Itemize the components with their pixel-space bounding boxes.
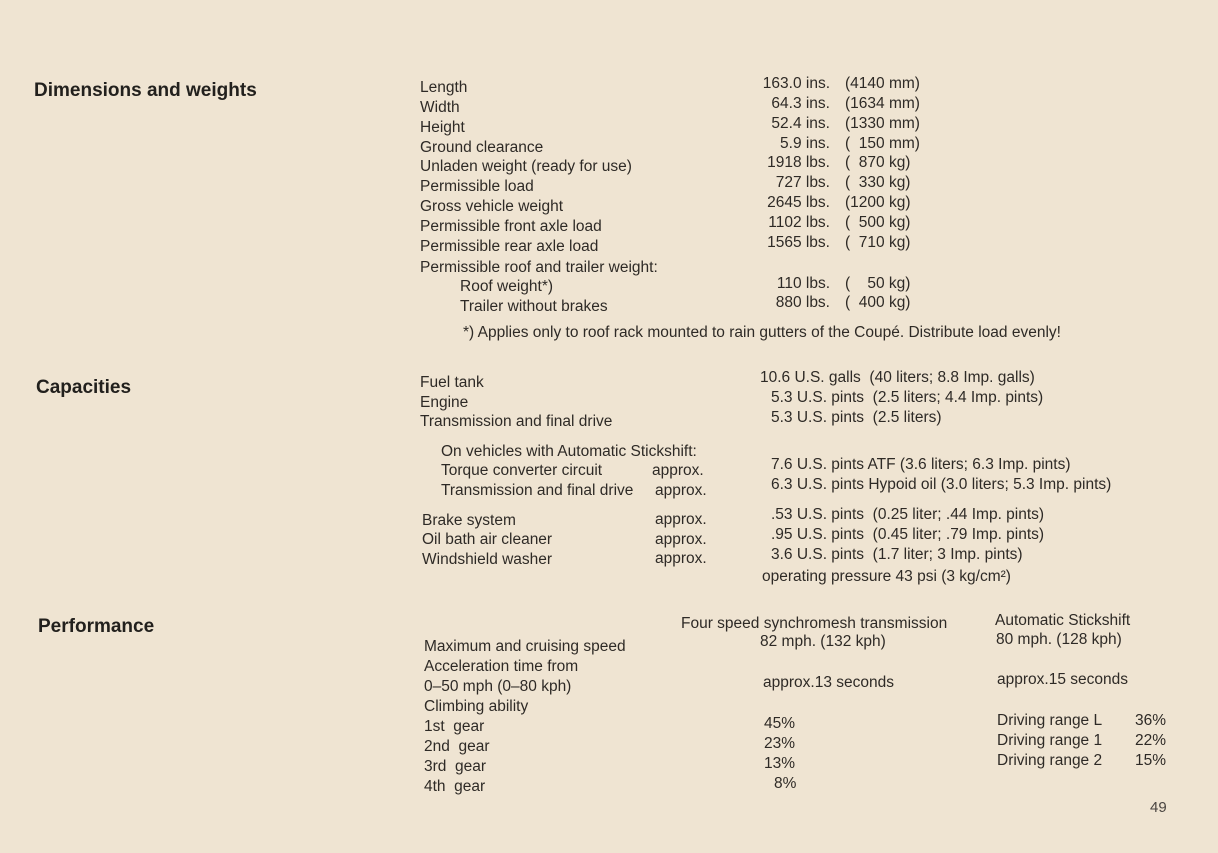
cap-value-brake-system: .53 U.S. pints (0.25 liter; .44 Imp. pints) [771, 506, 1045, 523]
perf-gear-value-1: 45% [764, 715, 796, 732]
dim-label-trailer: Trailer without brakes [460, 298, 608, 315]
cap-value-auto-transmission: 6.3 U.S. pints Hypoid oil (3.0 liters; 5.3 Imp. pints) [771, 476, 1112, 493]
cap-approx-windshield-washer: approx. [655, 550, 707, 567]
cap-value-air-cleaner: .95 U.S. pints (0.45 liter; .79 Imp. pints) [771, 526, 1045, 543]
cap-label-auto-transmission: Transmission and final drive [441, 482, 634, 499]
perf-label-accel-2: 0–50 mph (0–80 kph) [424, 678, 572, 695]
dim-label-width: Width [420, 99, 460, 116]
cap-approx-air-cleaner: approx. [655, 531, 707, 548]
cap-value-transmission: 5.3 U.S. pints (2.5 liters) [771, 409, 942, 426]
dim-metric-gross-weight: (1200 kg) [845, 194, 911, 211]
dim-value-width: 64.3 ins. [771, 95, 830, 112]
cap-label-windshield-washer: Windshield washer [422, 551, 553, 568]
dim-value-rear-axle: 1565 lbs. [767, 234, 830, 251]
perf-col-automatic: Automatic Stickshift [995, 612, 1131, 629]
cap-approx-brake-system: approx. [655, 511, 707, 528]
section-title-dimensions: Dimensions and weights [34, 80, 257, 101]
dim-metric-trailer: ( 400 kg) [845, 294, 911, 311]
cap-value-windshield-washer: 3.6 U.S. pints (1.7 liter; 3 Imp. pints) [771, 546, 1023, 563]
dim-label-ground-clearance: Ground clearance [420, 139, 544, 156]
perf-col-four-speed: Four speed synchromesh transmission [681, 615, 948, 632]
dim-value-gross-weight: 2645 lbs. [767, 194, 830, 211]
dim-value-ground-clearance: 5.9 ins. [780, 135, 830, 152]
perf-gear-label-1: 1st gear [424, 718, 485, 735]
cap-value-torque-converter: 7.6 U.S. pints ATF (3.6 liters; 6.3 Imp. pints) [771, 456, 1071, 473]
dim-value-length: 163.0 ins. [762, 75, 830, 92]
dim-metric-roof-weight: ( 50 kg) [845, 275, 911, 292]
section-title-capacities: Capacities [36, 377, 132, 398]
perf-range-label-l: Driving range L [997, 712, 1103, 729]
perf-label-accel-1: Acceleration time from [424, 658, 579, 675]
dim-metric-length: (4140 mm) [845, 75, 920, 92]
perf-range-label-2: Driving range 2 [997, 752, 1103, 769]
perf-gear-value-2: 23% [764, 735, 796, 752]
dim-metric-height: (1330 mm) [845, 115, 920, 132]
dim-metric-width: (1634 mm) [845, 95, 920, 112]
cap-label-air-cleaner: Oil bath air cleaner [422, 531, 553, 548]
dim-label-length: Length [420, 79, 468, 96]
perf-four-max-speed: 82 mph. (132 kph) [760, 633, 886, 650]
dim-label-front-axle: Permissible front axle load [420, 218, 602, 235]
dim-footnote: *) Applies only to roof rack mounted to rain gutters of the Coupé. Distribute load evenly! [463, 324, 1061, 341]
perf-label-max-speed: Maximum and cruising speed [424, 638, 626, 655]
dim-metric-front-axle: ( 500 kg) [845, 214, 911, 231]
cap-approx-torque-converter: approx. [652, 462, 704, 479]
page-number: 49 [1150, 799, 1167, 816]
cap-label-fuel-tank: Fuel tank [420, 374, 484, 391]
perf-range-value-1: 22% [1135, 732, 1167, 749]
dim-value-unladen-weight: 1918 lbs. [767, 154, 830, 171]
cap-label-brake-system: Brake system [422, 512, 516, 529]
cap-value-fuel-tank: 10.6 U.S. galls (40 liters; 8.8 Imp. galls) [760, 369, 1035, 386]
dim-label-unladen-weight: Unladen weight (ready for use) [420, 158, 632, 175]
dim-label-rear-axle: Permissible rear axle load [420, 238, 599, 255]
dim-value-permissible-load: 727 lbs. [775, 174, 830, 191]
cap-washer-pressure: operating pressure 43 psi (3 kg/cm²) [762, 568, 1011, 585]
dim-value-roof-weight: 110 lbs. [776, 275, 830, 292]
perf-gear-label-3: 3rd gear [424, 758, 487, 775]
perf-gear-value-4: 8% [774, 775, 797, 792]
dim-roof-trailer-heading: Permissible roof and trailer weight: [420, 259, 658, 276]
perf-label-climbing: Climbing ability [424, 698, 529, 715]
cap-label-engine: Engine [420, 394, 469, 411]
perf-gear-label-2: 2nd gear [424, 738, 490, 755]
cap-label-transmission: Transmission and final drive [420, 413, 613, 430]
cap-auto-heading: On vehicles with Automatic Stickshift: [441, 443, 697, 460]
dim-metric-rear-axle: ( 710 kg) [845, 234, 911, 251]
dim-label-gross-weight: Gross vehicle weight [420, 198, 564, 215]
cap-label-torque-converter: Torque converter circuit [441, 462, 603, 479]
perf-auto-max-speed: 80 mph. (128 kph) [996, 631, 1122, 648]
dim-label-permissible-load: Permissible load [420, 178, 534, 195]
perf-range-value-l: 36% [1135, 712, 1167, 729]
cap-value-engine: 5.3 U.S. pints (2.5 liters; 4.4 Imp. pints) [771, 389, 1044, 406]
perf-auto-accel: approx.15 seconds [997, 671, 1128, 688]
dim-value-height: 52.4 ins. [771, 115, 830, 132]
perf-range-value-2: 15% [1135, 752, 1167, 769]
cap-approx-auto-transmission: approx. [655, 482, 707, 499]
perf-gear-value-3: 13% [764, 755, 796, 772]
dim-metric-unladen-weight: ( 870 kg) [845, 154, 911, 171]
dim-metric-permissible-load: ( 330 kg) [845, 174, 911, 191]
perf-range-label-1: Driving range 1 [997, 732, 1103, 749]
dim-metric-ground-clearance: ( 150 mm) [845, 135, 920, 152]
perf-four-accel: approx.13 seconds [763, 674, 894, 691]
dim-label-height: Height [420, 119, 465, 136]
section-title-performance: Performance [38, 616, 155, 637]
perf-gear-label-4: 4th gear [424, 778, 486, 795]
dim-value-front-axle: 1102 lbs. [768, 214, 830, 231]
dim-label-roof-weight: Roof weight*) [460, 278, 554, 295]
dim-value-trailer: 880 lbs. [775, 294, 830, 311]
